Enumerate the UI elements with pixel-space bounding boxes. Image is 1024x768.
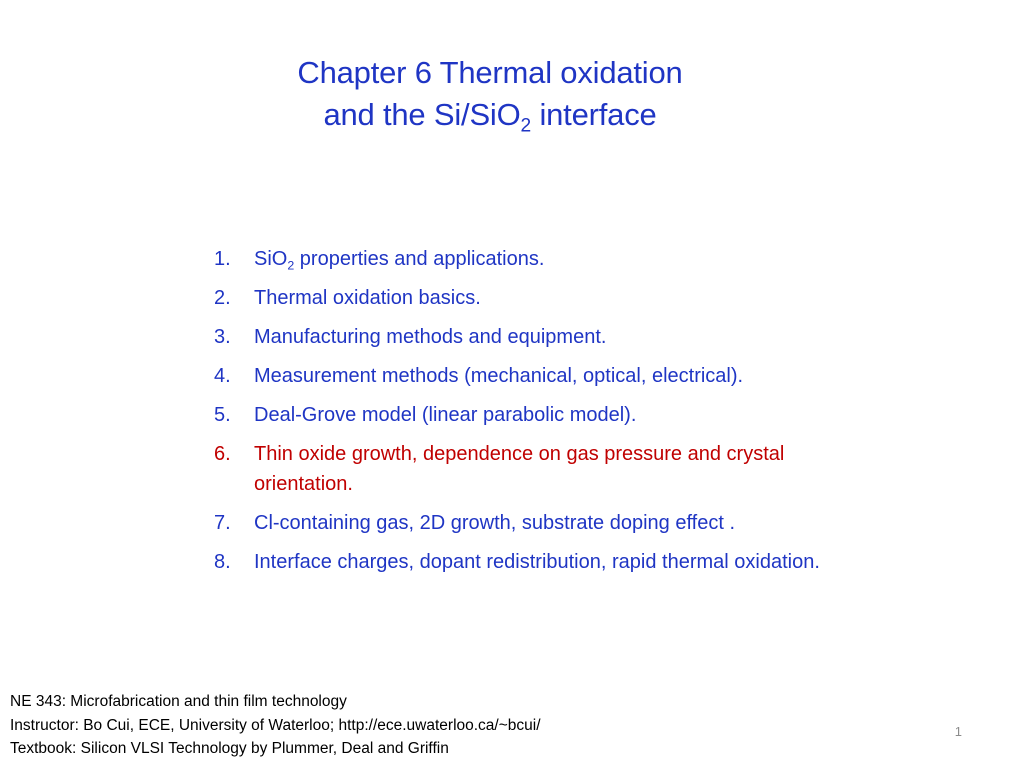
outline-item-1 <box>210 244 850 274</box>
outline-item-6-current <box>210 439 850 499</box>
outline-item-number: 1. <box>214 248 231 270</box>
outline-item-4 <box>210 361 850 391</box>
slide-title <box>160 52 820 136</box>
outline-item-text: Interface charges, dopant redistribution, rapid thermal oxidation. <box>254 551 820 573</box>
course-name: NE 343: Microfabrication and thin film technology <box>10 693 347 710</box>
outline-item-text: Measurement methods (mechanical, optical, electrical). <box>254 365 744 387</box>
outline-item-number: 4. <box>214 365 231 387</box>
instructor-info: Instructor: Bo Cui, ECE, University of Waterloo; http://ece.uwaterloo.ca/~bcui/ <box>10 716 541 734</box>
outline-item-text: Thermal oxidation basics. <box>254 287 481 309</box>
outline-item-number: 7. <box>214 512 231 534</box>
slide-number: 1 <box>954 724 962 739</box>
outline-item-3 <box>210 322 850 352</box>
outline-item-2 <box>210 283 850 313</box>
title-line-1: Chapter 6 Thermal oxidation <box>297 55 683 90</box>
outline-item-text: properties and applications. <box>294 248 545 270</box>
outline-item-number: 3. <box>214 326 231 348</box>
title-line-2 <box>160 94 820 136</box>
outline-item-text: Deal-Grove model (linear parabolic model). <box>254 404 637 426</box>
chapter-outline-list <box>210 244 850 586</box>
outline-item-text: Thin oxide growth, dependence on gas pressure and crystal orientation. <box>254 443 785 495</box>
outline-item-prefix: SiO <box>254 248 288 270</box>
title-subscript: 2 <box>520 115 532 137</box>
outline-item-8 <box>210 547 850 577</box>
outline-item-subscript: 2 <box>287 258 295 273</box>
title-line-2-suffix: interface <box>531 97 657 132</box>
outline-item-text: Cl-containing gas, 2D growth, substrate doping effect . <box>254 512 736 534</box>
textbook-info: Textbook: Silicon VLSI Technology by Plummer, Deal and Griffin <box>10 740 449 757</box>
outline-item-text: Manufacturing methods and equipment. <box>254 326 607 348</box>
course-info-footer <box>10 690 541 761</box>
title-line-2-prefix: and the Si/SiO <box>323 97 521 132</box>
outline-item-number: 8. <box>214 551 231 573</box>
outline-item-5 <box>210 400 850 430</box>
outline-item-number: 2. <box>214 287 231 309</box>
outline-item-7 <box>210 508 850 538</box>
outline-item-number: 5. <box>214 404 231 426</box>
outline-item-number: 6. <box>214 443 231 465</box>
